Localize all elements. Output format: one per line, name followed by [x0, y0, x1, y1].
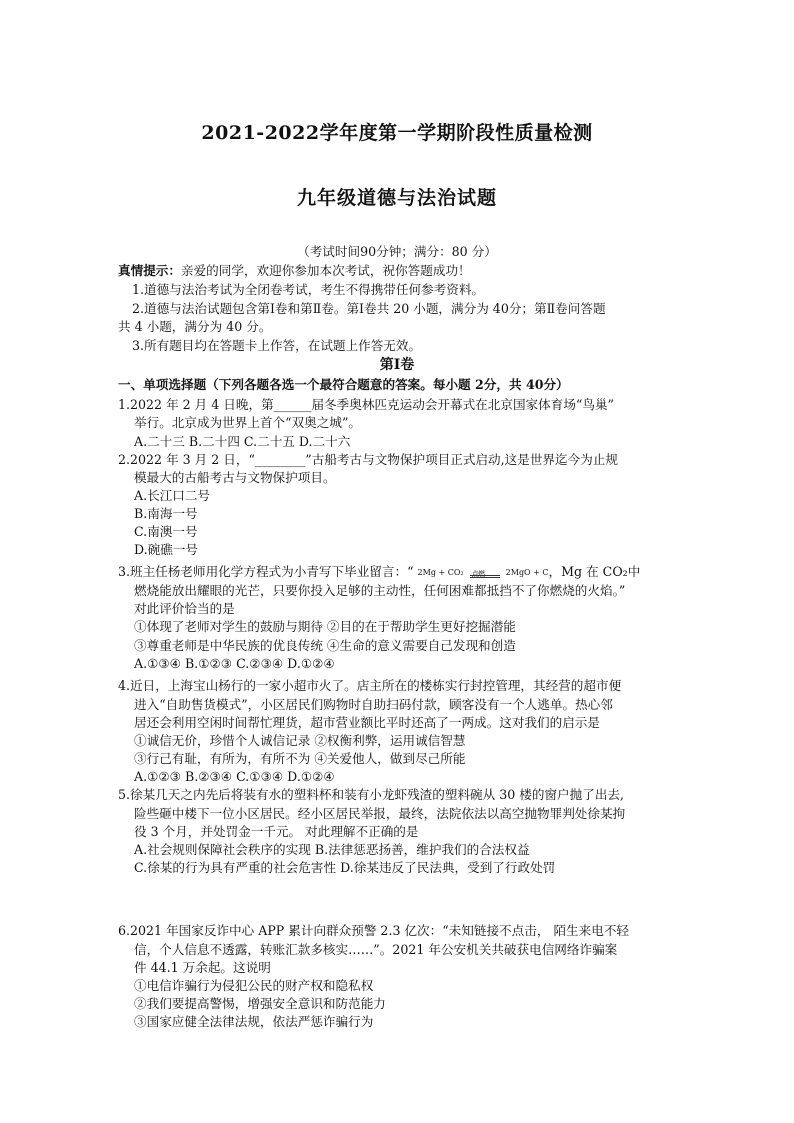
q6-item-1: ①电信诈骗行为侵犯公民的财产权和隐私权 [134, 978, 374, 993]
q1-line2: 举行。北京成为世界上首个“双奥之城”。 [134, 415, 361, 430]
q2-option-b: B.南海一号 [134, 506, 198, 521]
q4-line2: 进入“自助售货模式”，小区居民们购物时自助扫码付款，顾客没有一个人逃单。热心邻 [134, 697, 613, 712]
rule-1: 1.道德与法治考试为全闭卷考试，考生不得携带任何参考资料。 [132, 282, 485, 297]
q6-item-3: ③国家应健全法律法规，依法严惩诈骗行为 [134, 1014, 374, 1029]
q2-option-d: D.碗礁一号 [134, 542, 199, 557]
part-title: 第Ⅰ卷 [379, 357, 415, 373]
q6-line2: 信，个人信息不透露，转账汇款多核实……”。2021 年公安机关共破获电信网络诈骗案 [134, 942, 618, 957]
q5-line3: 役 3 个月，并处罚金一千元。 对此理解不正确的是 [134, 824, 419, 839]
q5-line1: 5.徐某几天之内先后将装有水的塑料杯和装有小龙虾残渣的塑料碗从 30 楼的窗户抛了出去, [118, 787, 625, 802]
tip-label: 真情提示： [118, 263, 181, 278]
q5-options-row1: A.社会规则保障社会秩序的实现 B.法律惩恶扬善，维护我们的合法权益 [134, 842, 530, 857]
q3-options: A.①③④ B.①②③ C.②③④ D.①②④ [134, 656, 335, 671]
q5-options-row2: C.徐某的行为具有严重的社会危害性 D.徐某违反了民法典，受到了行政处罚 [134, 860, 556, 875]
formula-left: 2Mg + CO₂ [417, 568, 464, 577]
q6-line3: 件 44.1 万余起。这说明 [134, 960, 271, 975]
q4-item-row2: ③行己有耻，有所为，有所不为 ④关爱他人，做到尽己所能 [134, 751, 466, 766]
tip-line [118, 262, 471, 279]
q2-option-c: C.南澳一号 [134, 524, 198, 539]
rule-2-cont: 共 4 小题，满分为 40 分。 [118, 319, 272, 334]
q4-line3: 居还会利用空闲时间帮忙理货，超市营业额比平时还高了一两成。这对我们的启示是 [134, 715, 600, 730]
q3-line3: 对此评价恰当的是 [134, 601, 235, 616]
q1-line1: 1.2022 年 2 月 4 日晚，第______届冬季奥林匹克运动会开幕式在北京国家体育场“鸟巢” [118, 397, 614, 412]
q3-line1 [118, 563, 640, 581]
q3-line1-end: ，Mg 在 CO₂中 [548, 564, 641, 579]
q4-line1: 4.近日，上海宝山杨行的一家小超市火了。店主所在的楼栋实行封控管理，其经营的超市便 [118, 678, 622, 693]
q2-option-a: A.长江口二号 [134, 488, 211, 503]
reaction-arrow [470, 567, 500, 579]
rule-2: 2.道德与法治试题包含第Ⅰ卷和第Ⅱ卷。第Ⅰ卷共 20 小题，满分为 40分；第Ⅱ卷问答题 [132, 301, 606, 316]
tip-text: 亲爱的同学，欢迎你参加本次考试，祝你答题成功！ [180, 263, 471, 278]
reaction-condition: 点燃 [471, 569, 485, 578]
section-heading: 一、单项选择题（下列各题各选一个最符合题意的答案。每小题 2分，共 40分） [118, 377, 569, 392]
q3-item-row2: ③尊重老师是中华民族的优良传统 ④生命的意义需要自己发现和创造 [134, 638, 516, 653]
exam-title: 2021-2022学年度第一学期阶段性质量检测 [201, 122, 593, 144]
q2-line2: 模最大的古船考古与文物保护项目。 [134, 470, 336, 485]
exam-info: （考试时间90分钟；满分：80 分） [297, 244, 497, 259]
q1-options: A.二十三 B.二十四 C.二十五 D.二十六 [134, 434, 351, 449]
q6-item-2: ②我们要提高警惕，增强安全意识和防范能力 [134, 996, 386, 1011]
formula-right: 2MgO + C [505, 568, 549, 577]
q4-item-row1: ①诚信无价，珍惜个人诚信记录 ②权衡利弊，运用诚信智慧 [134, 733, 466, 748]
q5-line2: 险些砸中楼下一位小区居民。经小区居民举报，最终，法院依法以高空抛物罪判处徐某拘 [134, 806, 626, 821]
q3-line2: 燃烧能放出耀眼的光芒，只要你投入足够的主动性，任何困难都抵挡不了你燃烧的火焰。” [134, 583, 626, 598]
q6-line1: 6.2021 年国家反诈中心 APP 累计向群众预警 2.3 亿次：“未知链接不点击， 陌生来电不轻 [118, 923, 629, 938]
q3-item-row1: ①体现了老师对学生的鼓励与期待 ②目的在于帮助学生更好挖掘潜能 [134, 619, 516, 634]
q4-options: A.①②③ B.②③④ C.①③④ D.①②④ [134, 769, 335, 784]
rule-3: 3.所有题目均在答题卡上作答，在试题上作答无效。 [132, 338, 422, 353]
q3-line1-start: 3.班主任杨老师用化学方程式为小青写下毕业留言：“ [118, 564, 414, 579]
q2-line1: 2.2022 年 3 月 2 日，“________”古船考古与文物保护项目正式启动,这是世界迄今为止规 [118, 452, 618, 467]
exam-subtitle: 九年级道德与法治试题 [296, 187, 497, 209]
